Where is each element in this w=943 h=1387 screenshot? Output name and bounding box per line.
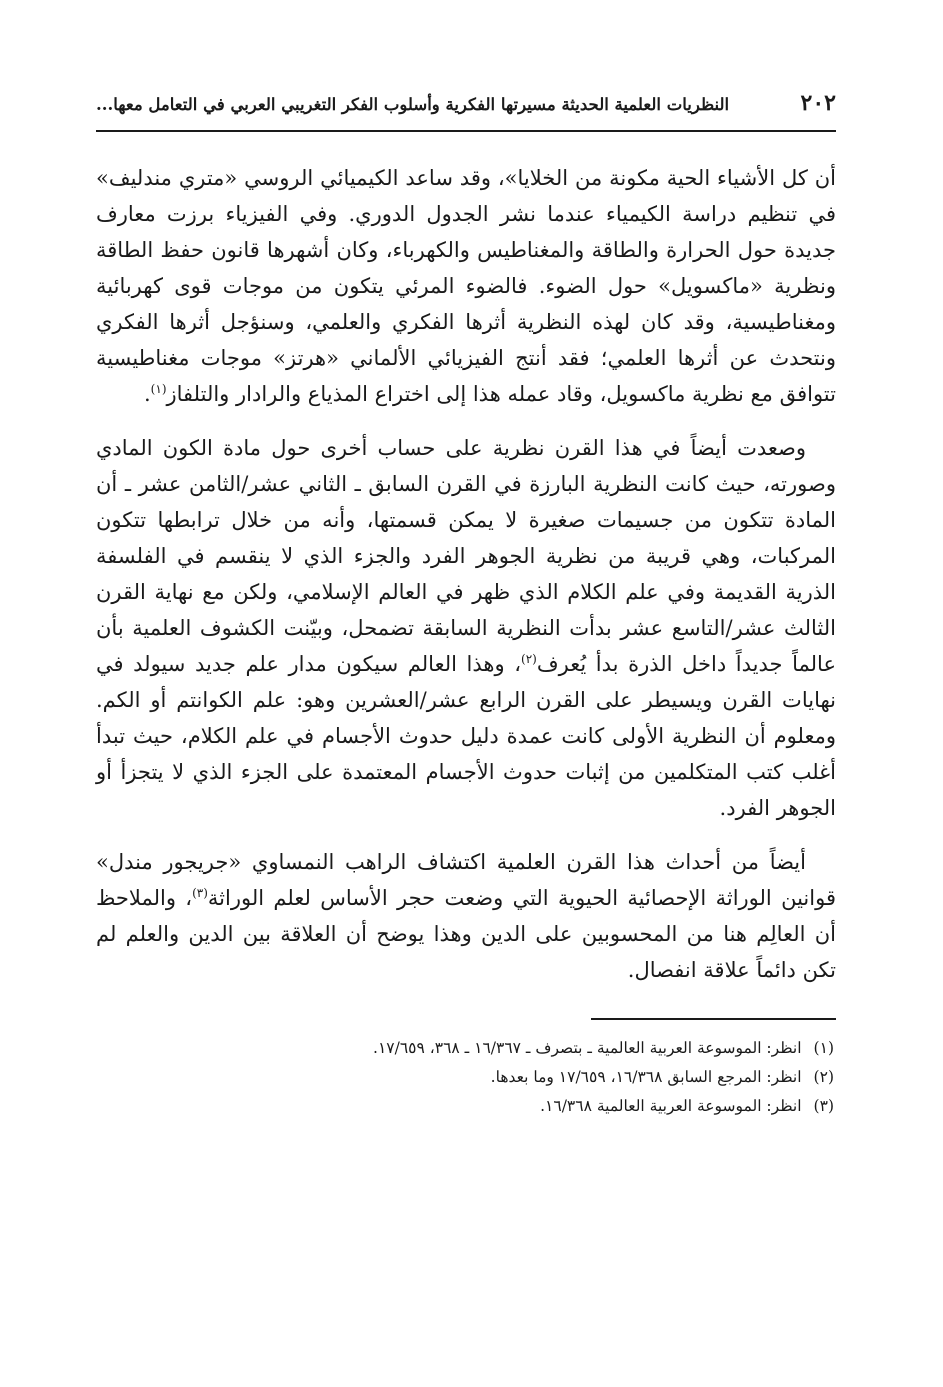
footnote-1 (96, 1034, 834, 1063)
paragraph-text: أن كل الأشياء الحية مكونة من الخلايا»، وقد ساعد الكيميائي الروسي «متري مندليف» في تنظيم دراسة الكيمياء عندما نشر الجدول الدوري. وفي الفيزياء برزت معارف جديدة حول الحرارة والطاقة والمغناطيس والكهرباء، وكان أشهرها قانون حفظ الطاقة ونظرية «ماكسويل» حول الضوء. فالضوء المرئي يتكون من موجات قوى كهربائية ومغناطيسية، وقد كان لهذه النظرية أثرها الفكري والعلمي، وسنؤجل أثرها الفكري ونتحدث عن أثرها العلمي؛ فقد أنتج الفيزيائي الألماني «هرتز» موجات مغناطيسية تتوافق مع نظرية ماكسويل، وقاد عمله هذا إلى اختراع المذياع والرادار والتلفاز (96, 166, 836, 406)
paragraph-3 (96, 844, 836, 988)
footnote-2 (96, 1063, 834, 1092)
footnote-ref-3: (٣) (192, 886, 208, 900)
paragraph-1 (96, 160, 836, 412)
paragraph-text-cont: ، وهذا العالم سيكون مدار علم جديد سيولد في نهايات القرن ويسيطر على القرن الرابع عشر/العشرين وهو: علم الكوانتم أو الكم. ومعلوم أن النظرية الأولى كانت عمدة دليل حدوث الأجسام في علم الكلام، حيث تبدأ أغلب كتب المتكلمين من إثبات حدوث الأجسام المعتمدة على الجزء الذي لا يتجزأ أو الجوهر الفرد. (96, 652, 836, 820)
footnote-ref-1: (١) (150, 382, 167, 396)
footnote-ref-2: (٢) (521, 652, 537, 666)
paragraph-text: أيضاً من أحداث هذا القرن العلمية اكتشاف الراهب النمساوي «جريجور مندل» قوانين الوراثة الإحصائية الحيوية التي وضعت حجر الأساس لعلم الوراثة (96, 850, 836, 910)
footnote-divider (591, 1018, 836, 1020)
footnote-text: انظر: الموسوعة العربية العالمية ـ بتصرف ـ ١٦/٣٦٧ ـ ٣٦٨، ١٧/٦٥٩. (373, 1039, 802, 1057)
footnote-number: (٢) (813, 1068, 834, 1086)
footnotes (96, 1034, 836, 1121)
page-body (96, 160, 836, 988)
running-title: النظريات العلمية الحديثة مسيرتها الفكرية وأسلوب الفكر التغريبي العربي في التعامل معها... (96, 95, 730, 114)
footnote-number: (٣) (813, 1097, 834, 1115)
page-number: ٢٠٢ (800, 90, 836, 116)
page-header (96, 90, 836, 132)
footnote-number: (١) (813, 1039, 834, 1057)
footnote-text: انظر: الموسوعة العربية العالمية ١٦/٣٦٨. (540, 1097, 802, 1115)
paragraph-text: وصعدت أيضاً في هذا القرن نظرية على حساب أخرى حول مادة الكون المادي وصورته، حيث كانت النظرية البارزة في القرن السابق ـ الثاني عشر/الثامن عشر ـ أن المادة تتكون من جسيمات صغيرة لا يمكن قسمتها، وأنه من خلال ترابطها تتكون المركبات، وهي قريبة من نظرية الجوهر الفرد والجزء الذي لا ينقسم في الفلسفة الذرية القديمة وفي علم الكلام الذي ظهر في العالم الإسلامي، ولكن مع نهاية القرن الثالث عشر/التاسع عشر بدأت النظرية السابقة تضمحل، وبيّنت الكشوف العلمية بأن عالماً جديداً داخل الذرة بدأ يُعرف (96, 436, 836, 676)
paragraph-text-cont: ، والملاحظ أن العالِم هنا من المحسوبين على الدين وهذا يوضح أن العلاقة بين الدين والعلم لم تكن دائماً علاقة انفصال. (96, 886, 836, 982)
paragraph-end: . (143, 382, 151, 406)
footnote-text: انظر: المرجع السابق ١٦/٣٦٨، ١٧/٦٥٩ وما بعدها. (490, 1068, 802, 1086)
footnote-3 (96, 1092, 834, 1121)
book-page (96, 90, 836, 1330)
paragraph-2 (96, 430, 836, 826)
